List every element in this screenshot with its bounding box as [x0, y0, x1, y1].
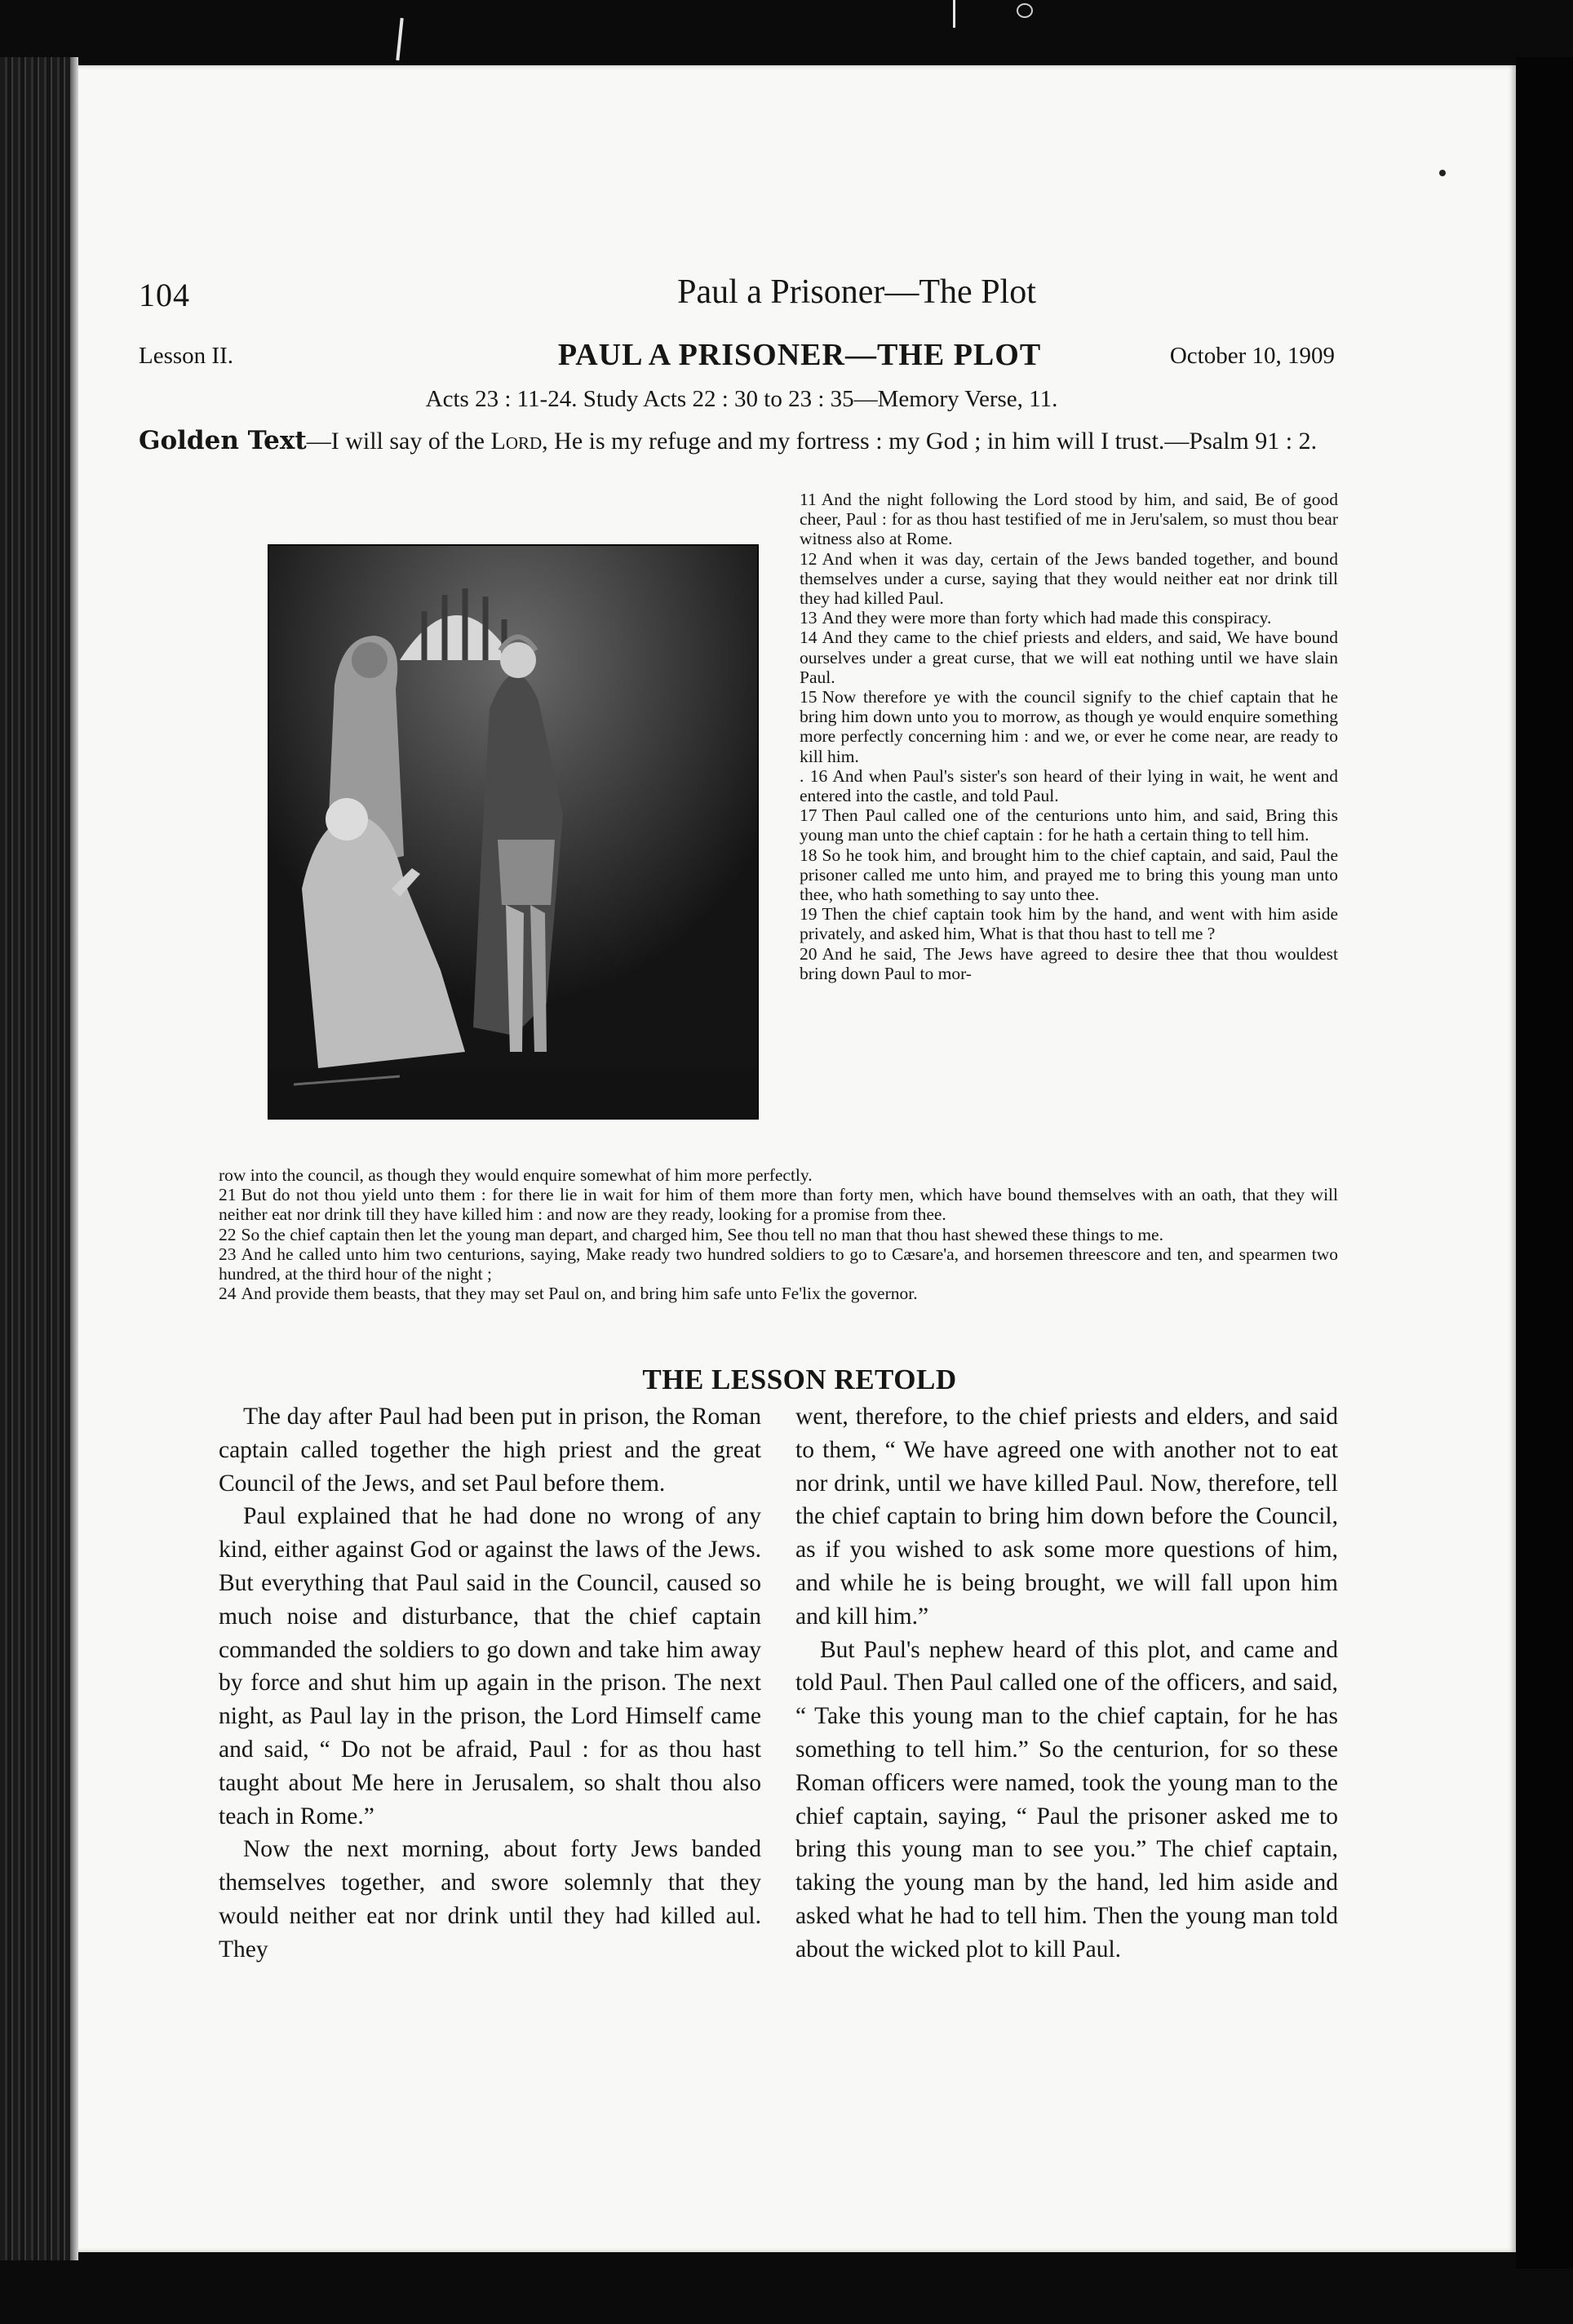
verse	[800, 805, 1338, 845]
verse-number: 15	[800, 687, 818, 707]
verse	[800, 608, 1338, 628]
verse-text: So the chief captain then let the young man depart, and charged him, See thou tell no man that thou hast shewed these things to me.	[241, 1224, 1163, 1244]
verse-number: . 16	[800, 765, 828, 786]
verse-number: 20	[800, 943, 818, 964]
scripture-reference: Acts 23 : 11-24. Study Acts 22 : 30 to 23 : 35—Memory Verse, 11.	[425, 386, 1058, 412]
verse	[219, 1244, 1338, 1284]
verse-number: 23	[219, 1244, 237, 1264]
verse	[219, 1185, 1338, 1224]
verse	[800, 766, 1338, 805]
verse-number: 19	[800, 904, 818, 925]
verse-text: Then the chief captain took him by the hand, and went with him aside privately, and asked him, What is that thou hast to tell me ?	[800, 904, 1338, 944]
verse	[219, 1284, 1338, 1303]
scripture-verses-full-width	[219, 1165, 1338, 1303]
golden-text-body-end: , He is my refuge and my fortress : my God ; in him will I trust.—Psalm 91 : 2.	[542, 428, 1318, 455]
golden-text	[139, 427, 1346, 455]
verse-text: And the night following the Lord stood by him, and said, Be of good cheer, Paul : for as thou hast testified of me in Jeru'salem, so must thou bear witness also at Rome.	[800, 490, 1338, 549]
lesson-date: October 10, 1909	[1169, 343, 1335, 369]
running-title: Paul a Prisoner—The Plot	[677, 273, 1036, 311]
illustration-paul-in-prison	[268, 544, 759, 1120]
retold-column-left	[219, 1400, 761, 1967]
retold-paragraph: went, therefore, to the chief priests and elders, and said to them, “ We have agreed one with another not to eat nor drink, until we have killed Paul. Now, therefore, tell the chief captain to bring him down before the Council, as if you wished to ask some more questions of him, and while he is being brought, we will fall upon him and kill him.”	[795, 1404, 1338, 1630]
verse-text: Now therefore ye with the council signify to the chief captain that he bring him down unto you to morrow, as though ye would enquire something more perfectly concerning him : and we, or ever he come near, are ready to kill him.	[800, 687, 1338, 766]
ink-speck	[1439, 170, 1446, 176]
verse-text: Then Paul called one of the centurions unto him, and said, Bring this young man unto the chief captain : for he hath a certain thing to tell him.	[800, 805, 1338, 845]
scripture-verses-column	[800, 490, 1338, 983]
retold-paragraph: Now the next morning, about forty Jews banded themselves together, and swore solemnly that they would neither eat nor drink until they had killed aul. They	[219, 1836, 761, 1963]
verse-number: 24	[219, 1284, 237, 1304]
verse	[800, 845, 1338, 905]
verse	[800, 944, 1338, 983]
golden-text-label: Golden Text	[139, 426, 307, 455]
verse	[800, 687, 1338, 766]
golden-text-body: —I will say of the	[306, 428, 491, 455]
page-gutter	[70, 57, 78, 2260]
verse-text: And he called unto him two centurions, saying, Make ready two hundred soldiers to go to Cæsare'a, and horsemen threescore and ten, and spearmen two hundred, at the third hour of the night ;	[219, 1244, 1338, 1284]
page-number: 104	[139, 277, 190, 313]
retold-paragraph: But Paul's nephew heard of this plot, and came and told Paul. Then Paul called one of the officers, and said, “ Take this young man to the chief captain, for he has something to tell him.” So the centurion, for so these Roman officers were named, took the young man to the chief captain, saying, “ Paul the prisoner asked me to bring this young man to see you.” The chief captain, taking the young man by the hand, led him aside and asked what he had to tell him. Then the young man told about the wicked plot to kill Paul.	[795, 1636, 1338, 1963]
verse	[800, 904, 1338, 943]
book-spine	[0, 57, 70, 2260]
retold-paragraph: Paul explained that he had done no wrong of any kind, either against God or against the laws of the Jews. But everything that Paul said in the Council, caused so much noise and disturbance, that the chief captain commanded the soldiers to go down and take him away by force and shut him up again in the prison. The next night, as Paul lay in the prison, the Lord Himself came and said, “ Do not be afraid, Paul : for as thou hast taught about Me here in Jerusalem, so shalt thou also teach in Rome.”	[219, 1503, 761, 1829]
verse-text: row into the council, as though they would enquire somewhat of him more perfectly.	[219, 1165, 813, 1185]
verse	[219, 1165, 1338, 1185]
scan-mark	[396, 18, 403, 60]
golden-text-lord: Lord	[490, 428, 543, 455]
verse	[800, 490, 1338, 549]
verse-text: So he took him, and brought him to the chief captain, and said, Paul the prisoner called me unto him, and prayed me to bring this young man unto thee, who hath something to say unto thee.	[800, 845, 1338, 905]
verse-text: And he said, The Jews have agreed to desire thee that thou wouldest bring down Paul to mor-	[800, 943, 1338, 983]
scan-border-right	[1516, 57, 1573, 2269]
verse-text: And provide them beasts, that they may set Paul on, and bring him safe unto Fe'lix the governor.	[241, 1284, 918, 1304]
scan-mark	[1017, 3, 1033, 18]
verse-number: 18	[800, 845, 818, 865]
verse	[219, 1225, 1338, 1244]
verse-text: And they came to the chief priests and elders, and said, We have bound ourselves under a great curse, that we will eat nothing until we have slain Paul.	[800, 628, 1338, 687]
verse-number: 17	[800, 805, 818, 826]
lesson-title: PAUL A PRISONER—THE PLOT	[557, 338, 1042, 372]
verse-number: 14	[800, 628, 818, 648]
verse-number: 13	[800, 608, 818, 628]
verse	[800, 549, 1338, 609]
engraving-image	[269, 546, 757, 1118]
verse-text: And they were more than forty which had made this conspiracy.	[822, 608, 1272, 628]
verse-number: 11	[800, 490, 817, 509]
verse-text: But do not thou yield unto them : for there lie in wait for him of them more than forty men, which have bound themselves with an oath, that they will neither eat nor drink till they have killed him : and now are they ready, looking for a promise from thee.	[219, 1185, 1338, 1225]
verse-text: And when it was day, certain of the Jews banded together, and bound themselves under a curse, saying that they would neither eat nor drink till they had killed Paul.	[800, 548, 1338, 609]
retold-paragraph: The day after Paul had been put in prison, the Roman captain called together the high priest and the great Council of the Jews, and set Paul before them.	[219, 1404, 761, 1497]
retold-column-right	[795, 1400, 1338, 1967]
lesson-label: Lesson II.	[139, 343, 233, 369]
lesson-retold-heading: THE LESSON RETOLD	[642, 1364, 957, 1395]
verse	[800, 628, 1338, 687]
verse-number: 21	[219, 1185, 237, 1205]
scan-mark	[953, 0, 955, 28]
verse-text: And when Paul's sister's son heard of their lying in wait, he went and entered into the castle, and told Paul.	[800, 765, 1339, 806]
verse-number: 22	[219, 1224, 237, 1244]
verse-number: 12	[800, 548, 818, 569]
